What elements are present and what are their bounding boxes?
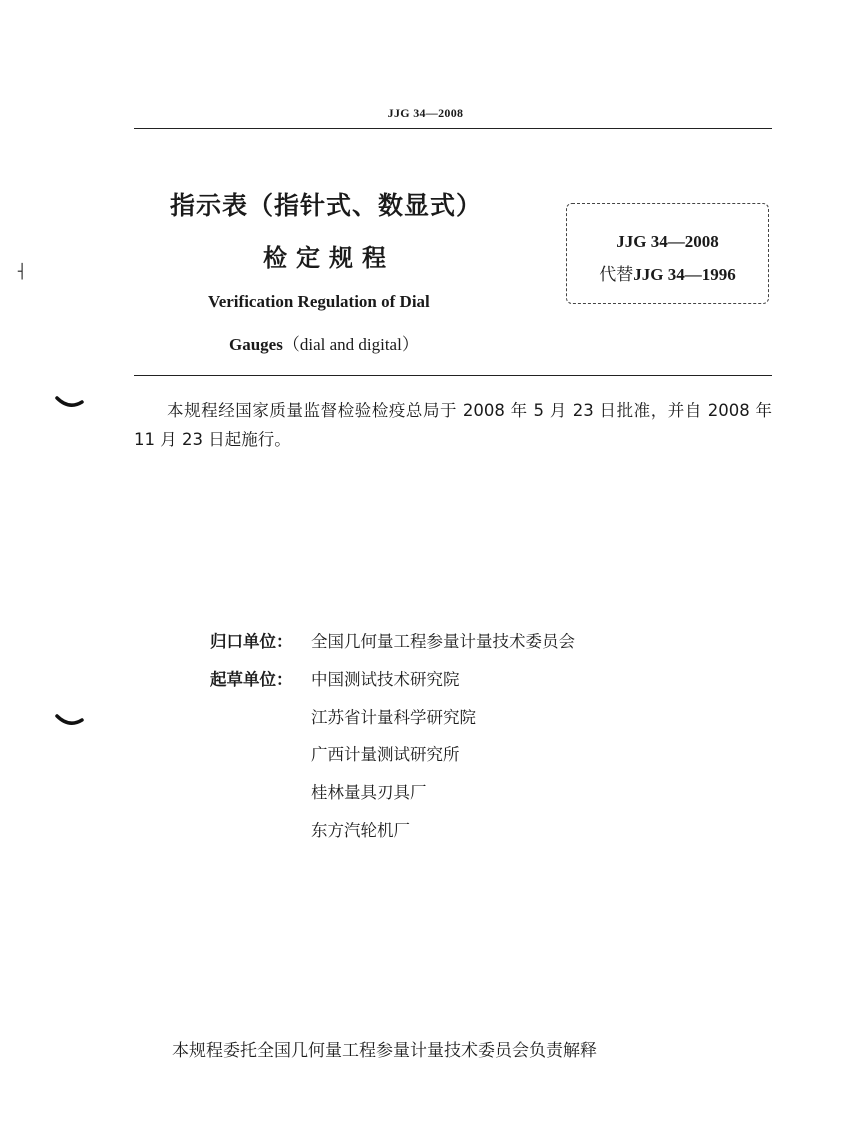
margin-tick-icon: ┤ — [18, 264, 27, 280]
title-chinese-line2: 检定规程 — [263, 244, 395, 272]
title-rule — [134, 375, 772, 376]
binding-mark-icon — [55, 712, 85, 728]
code-box-replaced-code: JJG 34—1996 — [633, 265, 736, 284]
responsible-unit-label: 归口单位： — [210, 632, 293, 651]
drafting-unit-label: 起草单位： — [210, 670, 293, 689]
header-rule — [134, 128, 772, 129]
title-english-subtitle: （dial and digital） — [282, 335, 419, 354]
title-english-line1: Verification Regulation of Dial — [208, 292, 430, 311]
interpretation-note: 本规程委托全国几何量工程参量计量技术委员会负责解释 — [172, 1041, 597, 1061]
drafting-unit-item: 桂林量具刃具厂 — [311, 783, 427, 802]
header-standard-code: JJG 34—2008 — [387, 106, 464, 120]
responsible-unit: 全国几何量工程参量计量技术委员会 — [311, 632, 575, 651]
drafting-unit-item: 江苏省计量科学研究院 — [311, 708, 476, 727]
drafting-unit-item: 广西计量测试研究所 — [311, 745, 460, 764]
approval-paragraph: 本规程经国家质量监督检验检疫总局于 2008 年 5 月 23 日批准，并自 2008 年 11 月 23 日起施行。 — [134, 401, 772, 449]
standard-code-box — [566, 203, 769, 304]
drafting-unit-item: 中国测试技术研究院 — [311, 670, 460, 689]
title-chinese-line1: 指示表（指针式、数显式） — [170, 191, 483, 220]
title-english-line2 — [229, 330, 419, 355]
code-box-replaces — [567, 260, 768, 285]
code-box-current: JJG 34—2008 — [616, 232, 719, 251]
code-box-replace-prefix: 代替 — [599, 265, 634, 284]
binding-mark-icon — [55, 394, 85, 410]
drafting-unit-item: 东方汽轮机厂 — [311, 821, 410, 840]
title-english-gauges: Gauges — [229, 335, 283, 354]
